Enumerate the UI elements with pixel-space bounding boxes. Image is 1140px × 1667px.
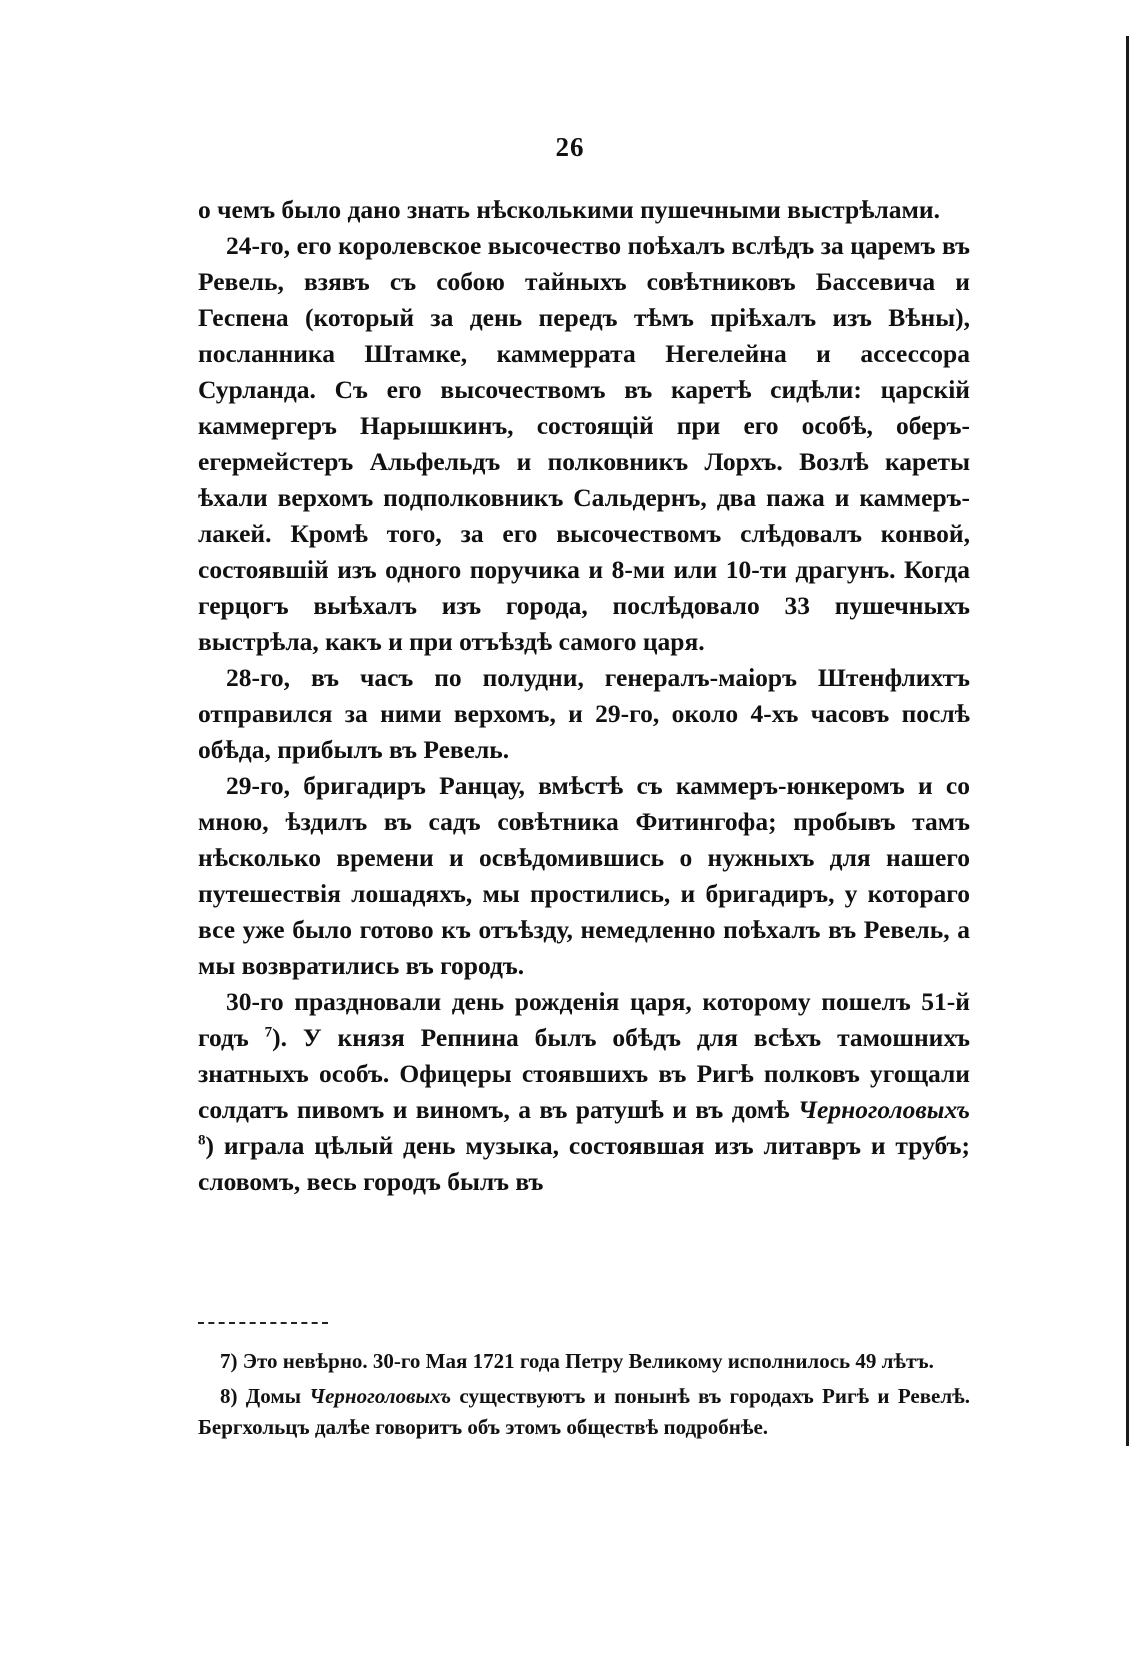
footnote-ref-7: 7 bbox=[264, 1024, 273, 1041]
footnote-8-part-a: 8) Домы bbox=[220, 1384, 310, 1408]
paragraph-24th: 24-го, его королевское высочество поѣхалъ вслѣдъ за царемъ въ Ревель, взявъ съ собою тайныхъ совѣтниковъ Бассевича и Геспена (который за день передъ тѣмъ пріѣхалъ изъ Вѣны), посланника Штамке, каммеррата Негелейна и ассессора Сурланда. Съ его высочествомъ въ каретѣ сидѣли: царскій каммергеръ Нарышкинъ, состоящій при его особѣ, оберъ-егермейстеръ Альфельдъ и полковникъ Лорхъ. Возлѣ кареты ѣхали верхомъ подполковникъ Сальдернъ, два пажа и каммеръ-лакей. Кромѣ того, за его высочествомъ слѣдовалъ конвой, состоявшій изъ одного поручика и 8-ми или 10-ти драгунъ. Когда герцогъ выѣхалъ изъ города, послѣдовало 33 пушечныхъ выстрѣла, какъ и при отъѣздѣ самого царя. bbox=[198, 231, 970, 656]
main-text bbox=[198, 192, 970, 1200]
footnote-ref-8: 8 bbox=[198, 1132, 206, 1149]
page-edge-line bbox=[1126, 36, 1129, 1446]
page-number: 26 bbox=[555, 132, 585, 162]
footnote-8-part-b: существуютъ и понынѣ въ городахъ Ригѣ и Ревелѣ. Бергхольцъ далѣе говоритъ объ этомъ обществѣ подробнѣе. bbox=[198, 1384, 970, 1439]
paragraph-30th-part-c: ) играла цѣлый день музыка, состоявшая изъ литавръ и трубъ; словомъ, весь городъ былъ въ bbox=[198, 1131, 970, 1196]
footnotes bbox=[198, 1346, 970, 1447]
italic-term-chernogolovye: Черноголовыхъ bbox=[797, 1095, 970, 1124]
paragraph-29th: 29-го, бригадиръ Ранцау, вмѣстѣ съ каммеръ-юнкеромъ и со мною, ѣздилъ въ садъ совѣтника Фитингофа; пробывъ тамъ нѣсколько времени и освѣдомившись о нужныхъ для нашего путешествія лошадяхъ, мы простились, и бригадиръ, у котораго все уже было готово къ отъѣзду, немедленно поѣхалъ въ Ревель, а мы возвратились въ городъ. bbox=[198, 771, 970, 980]
paragraph-30th bbox=[198, 984, 970, 1200]
paragraph-30th-part-b: ). У князя Репнина былъ обѣдъ для всѣхъ тамошнихъ знатныхъ особъ. Офицеры стоявшихъ въ Ригѣ полковъ угощали солдатъ пивомъ и виномъ, а въ ратушѣ и въ домѣ bbox=[198, 1023, 970, 1124]
footnote-7: 7) Это невѣрно. 30-го Мая 1721 года Петру Великому исполнилось 49 лѣтъ. bbox=[220, 1349, 934, 1373]
footnote-8-italic-term: Черноголовыхъ bbox=[309, 1384, 452, 1408]
footnote-8 bbox=[198, 1381, 970, 1443]
paragraph-continuation: о чемъ было дано знать нѣсколькими пушечными выстрѣлами. bbox=[198, 195, 940, 224]
footnote-separator bbox=[198, 1322, 328, 1324]
paragraph-28th: 28-го, въ часъ по полудни, генералъ-маіоръ Штенфлихтъ отправился за ними верхомъ, и 29-го, около 4-хъ часовъ послѣ обѣда, прибылъ въ Ревель. bbox=[198, 663, 970, 764]
paragraph-30th-part-a: 30-го праздновали день рожденія царя, которому пошелъ 51-й годъ bbox=[198, 987, 970, 1052]
